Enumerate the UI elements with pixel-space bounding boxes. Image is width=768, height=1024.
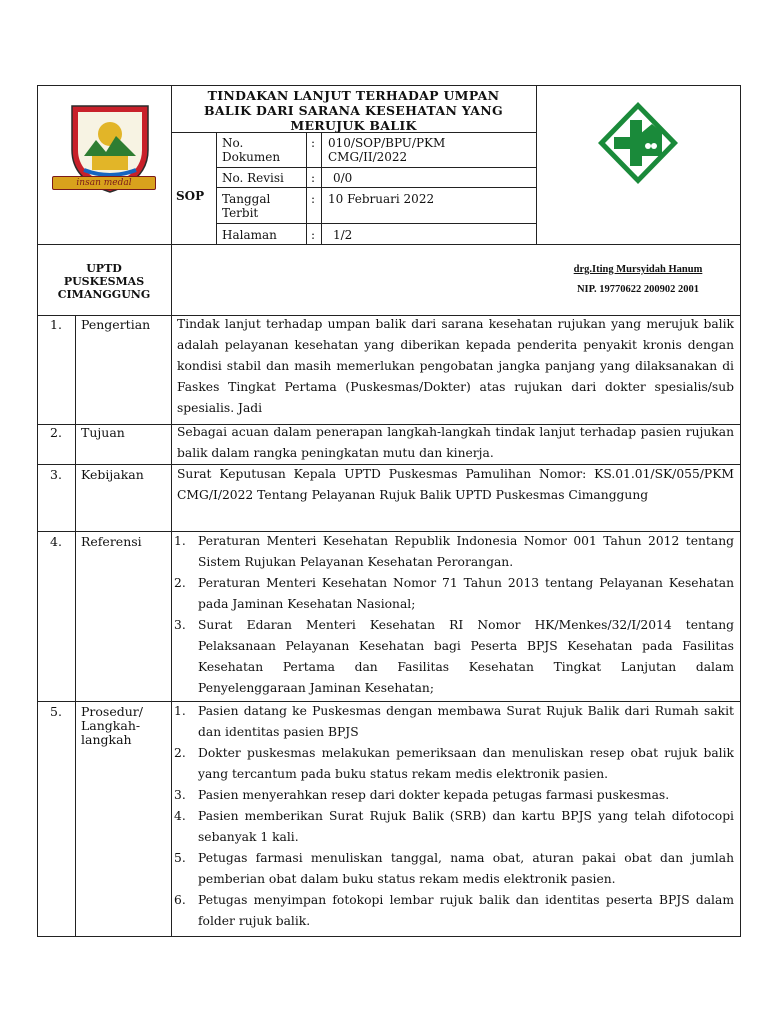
puskesmas-logo [596,100,680,186]
section-label: Prosedur/ Langkah- langkah [81,704,143,747]
list-item: 1. Pasien datang ke Puskesmas dengan membawa Surat Rujuk Balik dari Rumah sakit dan identitas pasien BPJS [174,704,734,739]
section-number: 4. [50,534,62,549]
list-item: 6. Petugas menyimpan fotokopi lembar rujuk balik dan identitas peserta BPJS dalam folder rujuk balik. [174,893,734,928]
section-label: Kebijakan [81,467,144,482]
section-label: Tujuan [81,425,125,440]
list-item: 3. Pasien menyerahkan resep dari dokter kepada petugas farmasi puskesmas. [174,788,670,802]
list-item: 1. Peraturan Menteri Kesehatan Republik Indonesia Nomor 001 Tahun 2012 tentang Sistem Rujukan Pelayanan Kesehatan Perorangan. [174,534,734,569]
logo-banner: insan medal [52,176,156,190]
page-value: 1/2 [333,228,353,242]
revision-sep: : [311,171,316,185]
revision-value: 0/0 [333,171,353,185]
signer-name: drg.Iting Mursyidah Hanum [573,264,703,275]
list-item: 5. Petugas farmasi menuliskan tanggal, nama obat, aturan pakai obat dan jumlah pemberian obat dalam buku status rekam medis elektronik pasien. [174,851,734,886]
section-text: Sebagai acuan dalam penerapan langkah-langkah tindak lanjut terhadap pasien rujukan balik dalam rangka peningkatan mutu dan kinerja. [177,425,734,460]
section-number: 3. [50,467,62,482]
section-label: Pengertian [81,317,151,332]
document-title: TINDAKAN LANJUT TERHADAP UMPAN BALIK DARI SARANA KESEHATAN YANG MERUJUK BALIK [204,88,503,133]
puskesmas-cross-icon [596,100,680,186]
reference-list [174,531,734,699]
section-number: 5. [50,704,62,719]
list-item: 2. Peraturan Menteri Kesehatan Nomor 71 Tahun 2013 tentang Pelayanan Kesehatan pada Jaminan Kesehatan Nasional; [174,576,734,611]
doc-number-value: 010/SOP/BPU/PKM CMG/II/2022 [328,136,446,164]
list-item: 4. Pasien memberikan Surat Rujuk Balik (SRB) dan kartu BPJS yang telah difotocopi sebanyak 1 kali. [174,809,734,844]
doc-number-sep: : [311,136,316,150]
section-label: Referensi [81,534,142,549]
doc-number-label: No. Dokumen [222,136,281,164]
section-number: 1. [50,317,62,332]
sop-label: SOP [176,189,205,203]
list-item: 3. Surat Edaran Menteri Kesehatan RI Nomor HK/Menkes/32/I/2014 tentang Pelaksanaan Pelayanan Kesehatan bagi Peserta BPJS Kesehatan pada Fasilitas Kesehatan Pertama dan Fasilitas Kesehatan Tingkat Lanjutan dalam Penyelenggaraan Jaminan Kesehatan; [174,618,734,695]
signer-nip: NIP. 19770622 200902 2001 [576,284,700,295]
page-label: Halaman [222,228,277,242]
org-name: UPTD PUSKESMAS CIMANGGUNG [57,262,151,301]
list-item: 2. Dokter puskesmas melakukan pemeriksaan dan menuliskan resep obat rujuk balik yang tercantum pada buku status rekam medis elektronik pasien. [174,746,734,781]
issue-date-sep: : [311,192,316,206]
section-number: 2. [50,425,62,440]
page-sep: : [311,228,316,242]
procedure-list [174,701,734,932]
section-text: Surat Keputusan Kepala UPTD Puskesmas Pamulihan Nomor: KS.01.01/SK/055/PKM CMG/I/2022 Tentang Pelayanan Rujuk Balik UPTD Puskesmas Cimanggung [177,467,734,502]
issue-date-label: Tanggal Terbit [222,192,271,220]
revision-label: No. Revisi [222,171,284,185]
issue-date-value: 10 Februari 2022 [328,192,435,206]
section-text: Tindak lanjut terhadap umpan balik dari sarana kesehatan rujukan yang merujuk balik adalah pelayanan kesehatan yang diberikan kepada penderita penyakit kronis dengan kondisi stabil dan masih memerlukan pengobatan jangka panjang yang dilaksanakan di Faskes Tingkat Pertama (Puskesmas/Dokter) atas rujukan dari dokter spesialis/sub spesialis. Jadi [177,317,734,415]
